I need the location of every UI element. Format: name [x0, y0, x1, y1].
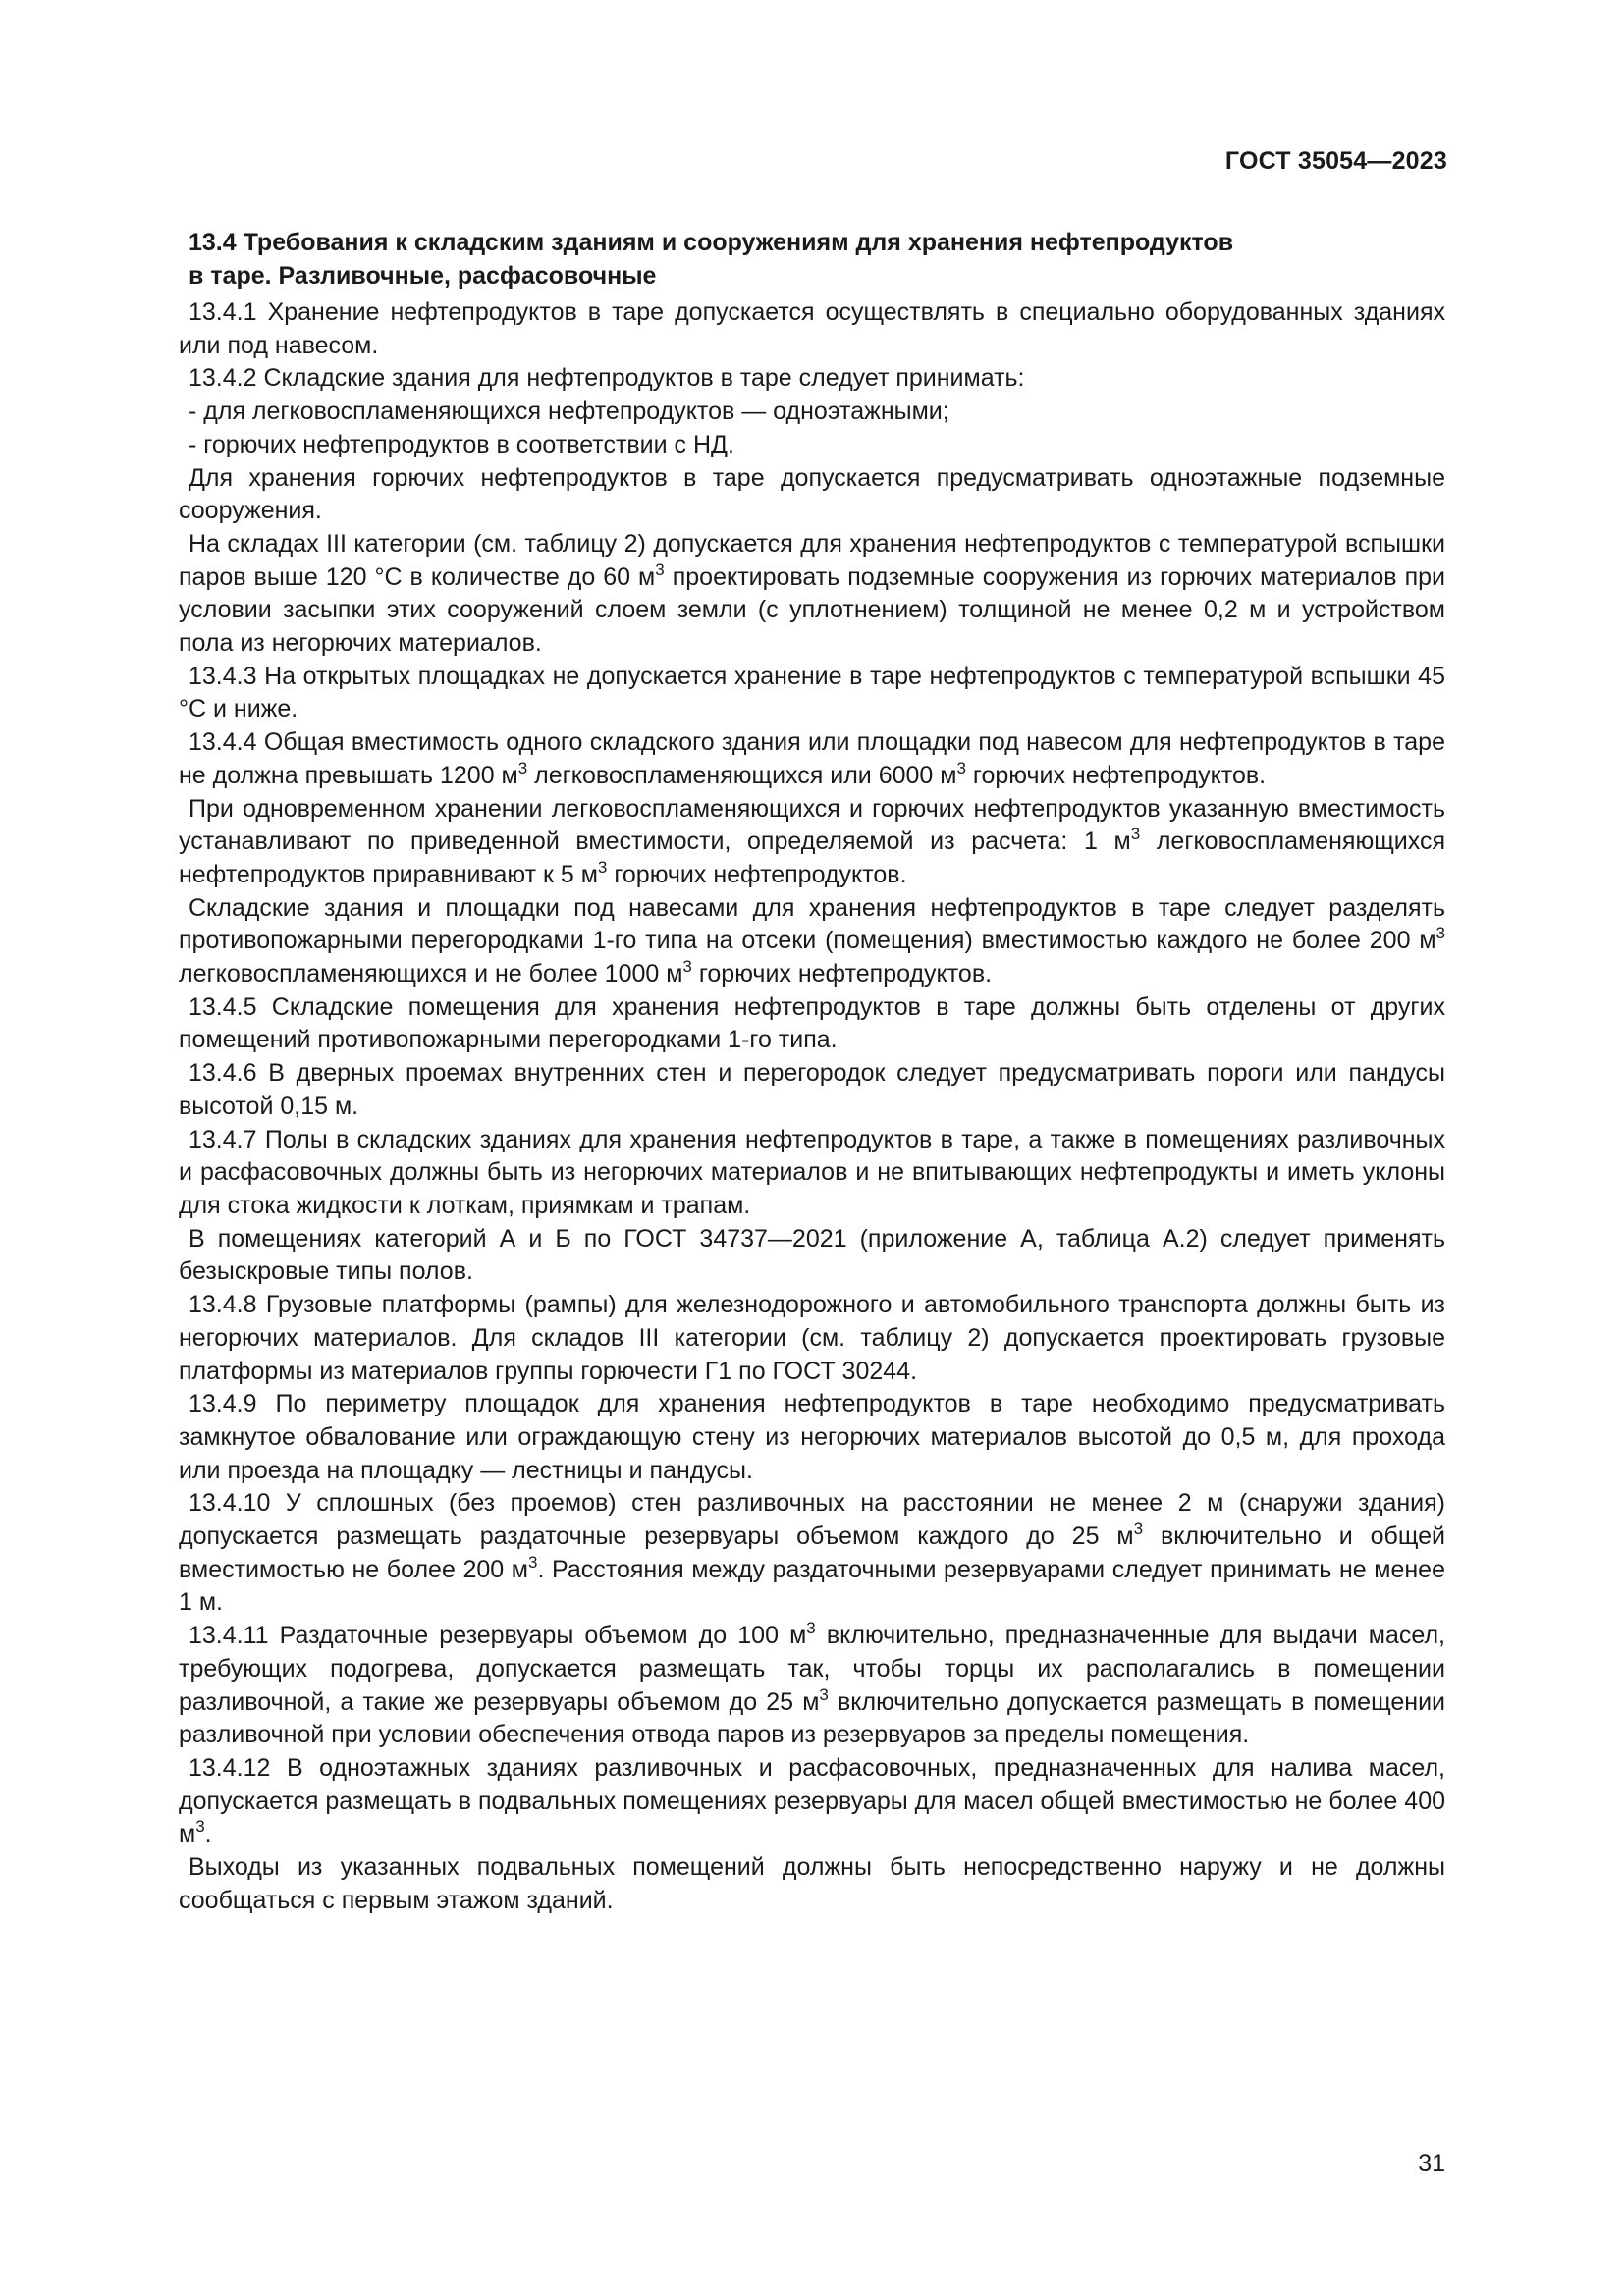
- paragraph: [179, 362, 1445, 396]
- superscript: 3: [597, 857, 608, 877]
- paragraph-text: легковоспламеняющихся нефтепродуктов приравнивают к 5 м: [179, 828, 1445, 888]
- paragraph-text: Для хранения горючих нефтепродуктов в таре допускается предусматривать одноэтажные подземные сооружения.: [179, 463, 1445, 525]
- paragraph-text: включительно и общей вместимостью не более 200 м: [179, 1522, 1445, 1583]
- page-number: 31: [1418, 2150, 1445, 2177]
- paragraph-text: В помещениях категорий А и Б по ГОСТ 34737—2021 (приложение А, таблица А.2) следует применять безыскровые типы полов.: [179, 1224, 1445, 1286]
- paragraph-text: 13.4.2 Складские здания для нефтепродуктов в таре следует принимать:: [189, 364, 1025, 393]
- paragraph: [179, 1752, 1445, 1851]
- paragraph-text: - для легковоспламеняющихся нефтепродуктов — одноэтажными;: [189, 398, 949, 426]
- paragraph-text: 13.4.5 Складские помещения для хранения нефтепродуктов в таре должны быть отделены от других помещений противопожарными перегородками 1-го типа.: [179, 992, 1445, 1054]
- paragraph: [179, 661, 1445, 726]
- paragraph: [179, 793, 1445, 892]
- paragraph-text: легковоспламеняющихся или 6000 м: [527, 761, 957, 789]
- paragraph-text: .: [204, 1820, 212, 1848]
- paragraph-text: горючих нефтепродуктов.: [965, 761, 1267, 789]
- paragraph: [179, 396, 1445, 429]
- section-title-line-2: в таре. Разливочные, расфасовочные: [189, 262, 657, 290]
- paragraph-text: . Расстояния между раздаточными резервуарами следует принимать не менее 1 м.: [179, 1555, 1445, 1617]
- paragraph-text: 13.4.4 Общая вместимость одного складского здания или площадки под навесом для нефтепродуктов в таре не должна превышать 1200 м: [179, 728, 1445, 789]
- paragraph: [179, 726, 1445, 792]
- paragraph-text: 13.4.7 Полы в складских зданиях для хранения нефтепродуктов в таре, а также в помещениях разливочных и расфасовочных должны быть из негорючих материалов и не впитывающих нефтепродукты и иметь уклоны для стока жидкости к лоткам, приямкам и трапам.: [179, 1125, 1445, 1219]
- paragraph-text: легковоспламеняющихся и не более 1000 м: [179, 960, 683, 988]
- paragraph-text: 13.4.8 Грузовые платформы (рампы) для железнодорожного и автомобильного транспорта должны быть из негорючих материалов. Для складов III категории (см. таблицу 2) допускается проектировать грузовые платформы из материалов группы горючести Г1 по ГОСТ 30244.: [179, 1291, 1445, 1385]
- paragraph-text: горючих нефтепродуктов.: [607, 860, 907, 888]
- section-title: [189, 226, 1445, 293]
- paragraph-text: На складах III категории (см. таблицу 2) допускается для хранения нефтепродуктов с температурой вспышки паров выше 120 °С в количестве до 60 м: [179, 529, 1445, 591]
- superscript: 3: [819, 1684, 829, 1704]
- paragraph: [179, 1057, 1445, 1123]
- paragraph-text: - горючих нефтепродуктов в соответствии с НД.: [189, 430, 734, 458]
- superscript: 3: [806, 1619, 816, 1638]
- paragraph: [179, 1487, 1445, 1620]
- paragraph-text: Выходы из указанных подвальных помещений должны быть непосредственно наружу и не должны сообщаться с первым этажом зданий.: [179, 1853, 1445, 1914]
- superscript: 3: [528, 1552, 538, 1572]
- paragraph: [179, 1388, 1445, 1487]
- paragraph-text: Складские здания и площадки под навесами для хранения нефтепродуктов в таре следует разделять противопожарными перегородками 1-го типа на отсеки (помещения) вместимостью каждого не более 200 м: [179, 893, 1445, 955]
- paragraph: [179, 1223, 1445, 1289]
- paragraph-text: 13.4.9 По периметру площадок для хранения нефтепродуктов в таре необходимо предусматривать замкнутое обвалование или ограждающую стену из негорючих материалов высотой до 0,5 м, для прохода или проезда на площадку — лестницы и пандусы.: [179, 1390, 1445, 1484]
- superscript: 3: [682, 957, 692, 977]
- superscript: 3: [956, 758, 966, 777]
- paragraph: [179, 1620, 1445, 1752]
- paragraph: [179, 892, 1445, 991]
- superscript: 3: [195, 1817, 205, 1837]
- paragraph: [179, 462, 1445, 528]
- section-title-line-1: 13.4 Требования к складским зданиям и сооружениям для хранения нефтепродуктов: [189, 229, 1234, 256]
- paragraph-text: 13.4.11 Раздаточные резервуары объемом до 100 м: [189, 1622, 807, 1650]
- paragraph-text: 13.4.3 На открытых площадках не допускается хранение в таре нефтепродуктов с температурой вспышки 45 °С и ниже.: [179, 662, 1445, 723]
- paragraph: [179, 991, 1445, 1057]
- paragraph-list: [179, 296, 1445, 1917]
- superscript: 3: [1130, 825, 1141, 844]
- superscript: 3: [655, 560, 665, 579]
- paragraph-text: 13.4.12 В одноэтажных зданиях разливочных и расфасовочных, предназначенных для налива масел, допускается размещать в подвальных помещениях резервуары для масел общей вместимостью не более 400 м: [179, 1753, 1445, 1848]
- paragraph: [179, 1851, 1445, 1917]
- paragraph: [179, 528, 1445, 661]
- paragraph-text: 13.4.6 В дверных проемах внутренних стен и перегородок следует предусматривать пороги или пандусы высотой 0,15 м.: [179, 1059, 1445, 1120]
- paragraph-text: горючих нефтепродуктов.: [691, 960, 993, 988]
- superscript: 3: [1133, 1520, 1144, 1539]
- paragraph-text: 13.4.10 У сплошных (без проемов) стен разливочных на расстоянии не менее 2 м (снаружи здания) допускается размещать раздаточные резервуары объемом каждого до 25 м: [179, 1489, 1445, 1551]
- paragraph: [179, 429, 1445, 462]
- paragraph-text: проектировать подземные сооружения из горючих материалов при условии засыпки этих сооружений слоем земли (с уплотнением) толщиной не менее 0,2 м и устройством пола из негорючих материалов.: [179, 562, 1445, 658]
- document-body: [179, 226, 1445, 1917]
- superscript: 3: [517, 758, 528, 777]
- paragraph: [179, 1289, 1445, 1388]
- superscript: 3: [1435, 924, 1445, 943]
- paragraph: [179, 1124, 1445, 1223]
- document-header: ГОСТ 35054—2023: [1224, 147, 1447, 175]
- paragraph: [179, 296, 1445, 362]
- paragraph-text: включительно допускается размещать в помещении разливочной при условии обеспечения отвода паров из резервуаров за пределы помещения.: [179, 1687, 1445, 1749]
- paragraph-text: При одновременном хранении легковоспламеняющихся и горючих нефтепродуктов указанную вместимость устанавливают по приведенной вместимости, определяемой из расчета: 1 м: [179, 794, 1445, 856]
- paragraph-text: включительно, предназначенные для выдачи масел, требующих подогрева, допускается размещать так, чтобы торцы их располагались в помещении разливочной, а такие же резервуары объемом до 25 м: [179, 1622, 1445, 1716]
- paragraph-text: 13.4.1 Хранение нефтепродуктов в таре допускается осуществлять в специально оборудованных зданиях или под навесом.: [179, 298, 1445, 359]
